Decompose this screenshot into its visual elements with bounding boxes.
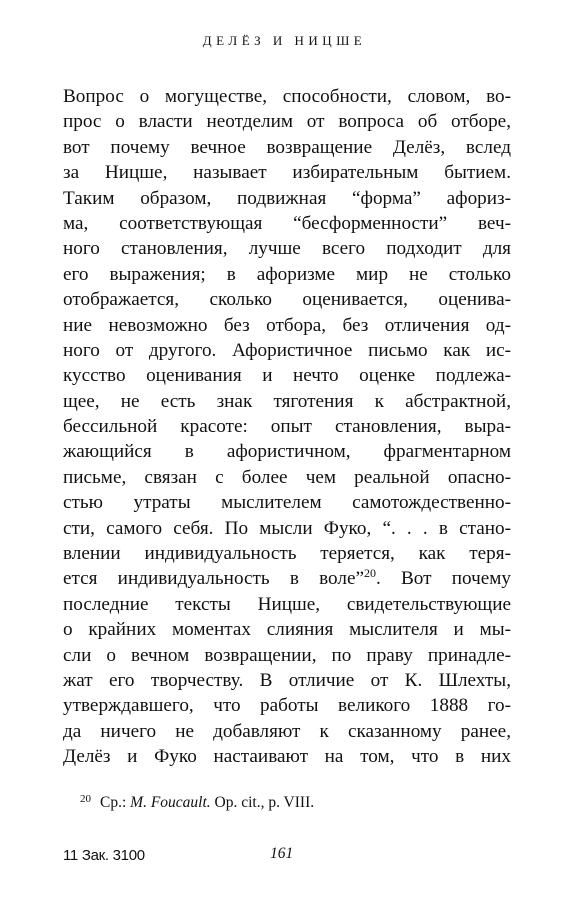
text-line: ного от другого. Афористичное письмо как ис- <box>63 339 511 361</box>
text-line: последние тексты Ницше, свидетельствующие <box>63 593 511 615</box>
text-line: кусство оценивания и нечто оценке подлежа- <box>63 365 511 387</box>
text-line: жат его творчеству. В отличие от К. Шлехты, <box>63 669 511 691</box>
text-line: стью утраты мыслителем самотождественно- <box>63 492 511 514</box>
text-line: Таким образом, подвижная “форма” афориз- <box>63 187 511 209</box>
footnote-number: 20 <box>80 793 91 805</box>
text-segment: ется индивидуальность в воле” <box>63 568 365 590</box>
text-line: за Ницше, называет избирательным бытием. <box>63 162 511 184</box>
text-line: щее, не есть знак тяготения к абстрактной, <box>63 390 511 412</box>
text-line: Вопрос о могуществе, способности, словом, во- <box>63 86 511 107</box>
text-line: сли о вечном возвращении, по праву принадле- <box>63 644 511 666</box>
text-line: его выражения; в афоризме мир не столько <box>63 263 511 285</box>
text-line: ного становления, лучше всего подходит для <box>63 238 511 260</box>
text-line: прос о власти неотделим от вопроса об отборе, <box>63 111 511 133</box>
text-line: ма, соответствующая “бесформенности” веч- <box>63 212 511 234</box>
page-number: 161 <box>270 845 294 862</box>
text-line: вот почему вечное возвращение Делёз, вслед <box>63 136 511 158</box>
footnote <box>80 793 314 812</box>
text-line: о крайних моментах слияния мыслителя и мы- <box>63 619 511 641</box>
text-line: сти, самого себя. По мысли Фуко, “. . . в стано- <box>63 517 511 539</box>
running-head: ДЕЛЁЗ И НИЦШЕ <box>202 33 367 48</box>
text-line-with-footnote-ref <box>63 566 511 591</box>
text-line: жающийся в афористичном, фрагментарном <box>63 441 511 463</box>
text-line: ние невозможно без отбора, без отличения од- <box>63 314 511 336</box>
footnote-citation: Op. cit., p. VIII. <box>210 794 315 811</box>
text-line: письме, связан с более чем реальной опасно- <box>63 466 511 488</box>
text-line: да ничего не добавляют к сказанному ранее, <box>63 720 511 742</box>
text-line: утверждавшего, что работы великого 1888 го- <box>63 695 511 717</box>
printer-signature-mark: 11 Зак. 3100 <box>63 847 145 864</box>
text-line: влении индивидуальность теряется, как теря- <box>63 543 511 565</box>
text-line: Делёз и Фуко настаивают на том, что в них <box>63 746 511 768</box>
text-line: бессильной красоте: опыт становления, выра- <box>63 416 511 438</box>
text-line: отображается, сколько оценивается, оценива- <box>63 289 511 311</box>
footnote-author: M. Foucault. <box>130 794 211 811</box>
footnote-prefix: Ср.: <box>100 794 131 811</box>
footnote-reference: 20 <box>364 566 377 581</box>
body-text <box>63 84 511 770</box>
text-segment: . Вот почему <box>376 568 511 590</box>
